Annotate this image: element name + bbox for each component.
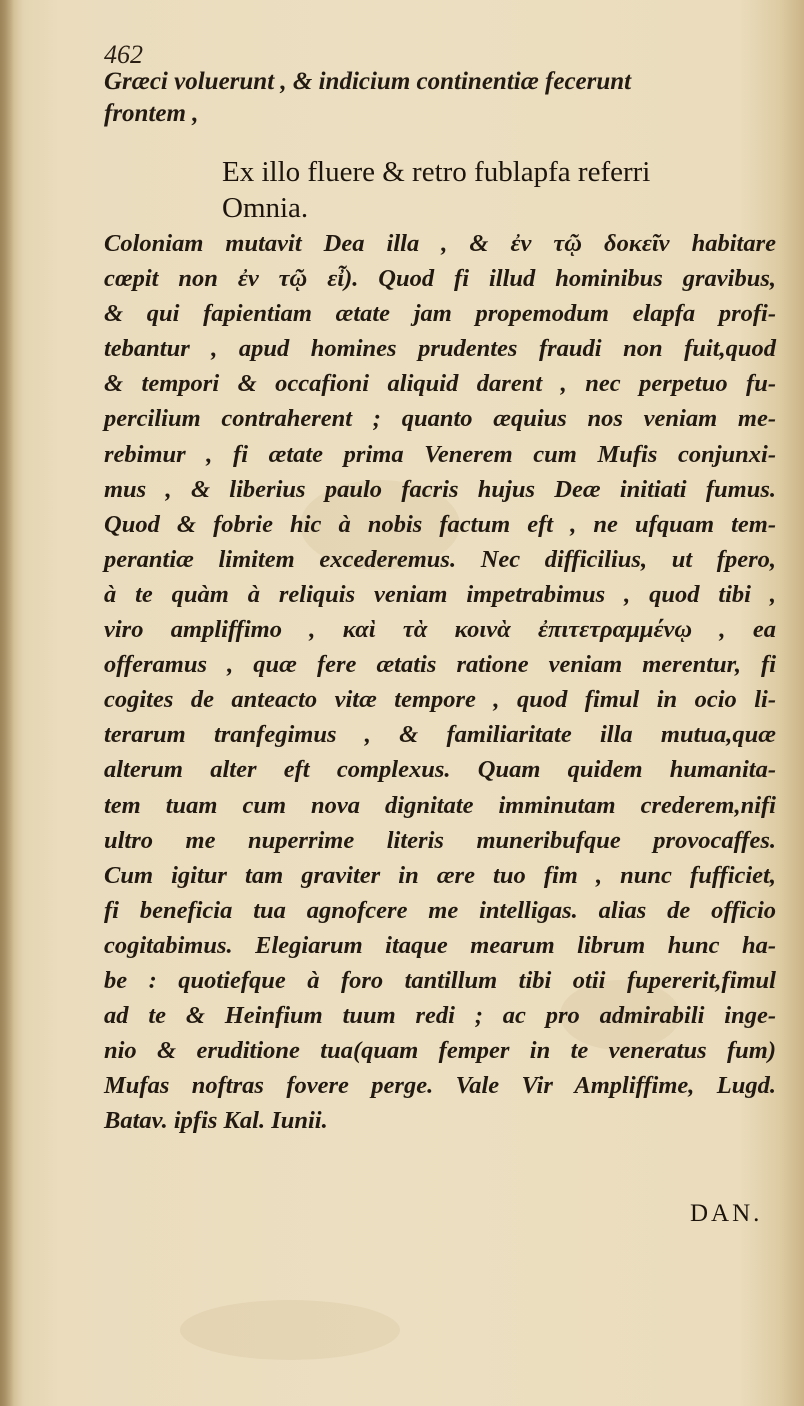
body-line: mus , & liberius paulo facris hujus Deæ initiati fumus. bbox=[104, 475, 776, 503]
body-line: perantiæ limitem excederemus. Nec difficilius, ut fpero, bbox=[104, 545, 776, 573]
body-line: Coloniam mutavit Dea illa , & ἐν τῷ δοκεῖν habitare bbox=[104, 230, 776, 257]
body-line: tebantur , apud homines prudentes fraudi non fuit,quod bbox=[104, 335, 776, 363]
body-line: terarum tranfegimus , & familiaritate illa mutua,quæ bbox=[104, 721, 776, 749]
body-line: be : quotiefque à foro tantillum tibi otii fupererit,fimul bbox=[104, 966, 776, 994]
body-line: offeramus , quæ fere ætatis ratione veniam merentur, fi bbox=[104, 651, 776, 679]
body-line: à te quàm à reliquis veniam impetrabimus , quod tibi , bbox=[104, 580, 776, 608]
verse-line: Ex illo fluere & retro fublapfa referri bbox=[222, 156, 651, 188]
body-line: ad te & Heinfium tuum redi ; ac pro admirabili inge- bbox=[104, 1002, 776, 1030]
body-line: nio & eruditione tua(quam femper in te veneratus fum) bbox=[104, 1037, 776, 1065]
body-line: percilium contraherent ; quanto æquius nos veniam me- bbox=[104, 405, 776, 433]
letter-body bbox=[104, 226, 776, 1138]
catchword: DAN. bbox=[690, 1200, 763, 1227]
page-number: 462 bbox=[104, 40, 143, 69]
verse-line: Omnia. bbox=[222, 192, 309, 224]
body-line: cœpit non ἐν τῷ εἶ). Quod fi illud hominibus gravibus, bbox=[104, 265, 776, 293]
intro-text bbox=[104, 66, 784, 130]
body-line: & qui fapientiam ætate jam propemodum elapfa profi- bbox=[104, 300, 776, 328]
paper-stain bbox=[180, 1300, 400, 1360]
body-line: alterum alter eft complexus. Quam quidem humanita- bbox=[104, 756, 776, 784]
body-line: Batav. ipfis Kal. Iunii. bbox=[104, 1107, 328, 1135]
body-line: Quod & fobrie hic à nobis factum eft , ne ufquam tem- bbox=[104, 510, 776, 538]
body-line: fi beneficia tua agnofcere me intelligas. alias de officio bbox=[104, 896, 776, 924]
body-line: Mufas noftras fovere perge. Vale Vir Ampliffime, Lugd. bbox=[104, 1072, 776, 1100]
body-line: rebimur , fi ætate prima Venerem cum Mufis conjunxi- bbox=[104, 440, 776, 468]
body-line: ultro me nuperrime literis muneribufque provocaffes. bbox=[104, 826, 776, 854]
intro-line: Græci voluerunt , & indicium continentiæ fecerunt bbox=[104, 68, 632, 95]
body-line: & tempori & occafioni aliquid darent , nec perpetuo fu- bbox=[104, 370, 776, 398]
body-line: tem tuam cum nova dignitate imminutam crederem,nifi bbox=[104, 791, 776, 819]
body-line: Cum igitur tam graviter in ære tuo fim , nunc fufficiet, bbox=[104, 861, 776, 889]
intro-line: frontem , bbox=[104, 100, 199, 127]
gutter-shadow bbox=[0, 0, 14, 1406]
body-line: cogites de anteacto vitæ tempore , quod fimul in ocio li- bbox=[104, 686, 776, 714]
body-line: viro ampliffimo , καὶ τὰ κοινὰ ἐπιτετραμμένῳ , ea bbox=[104, 616, 776, 644]
body-line: cogitabimus. Elegiarum itaque mearum librum hunc ha- bbox=[104, 931, 776, 959]
verse-quote bbox=[222, 154, 742, 226]
